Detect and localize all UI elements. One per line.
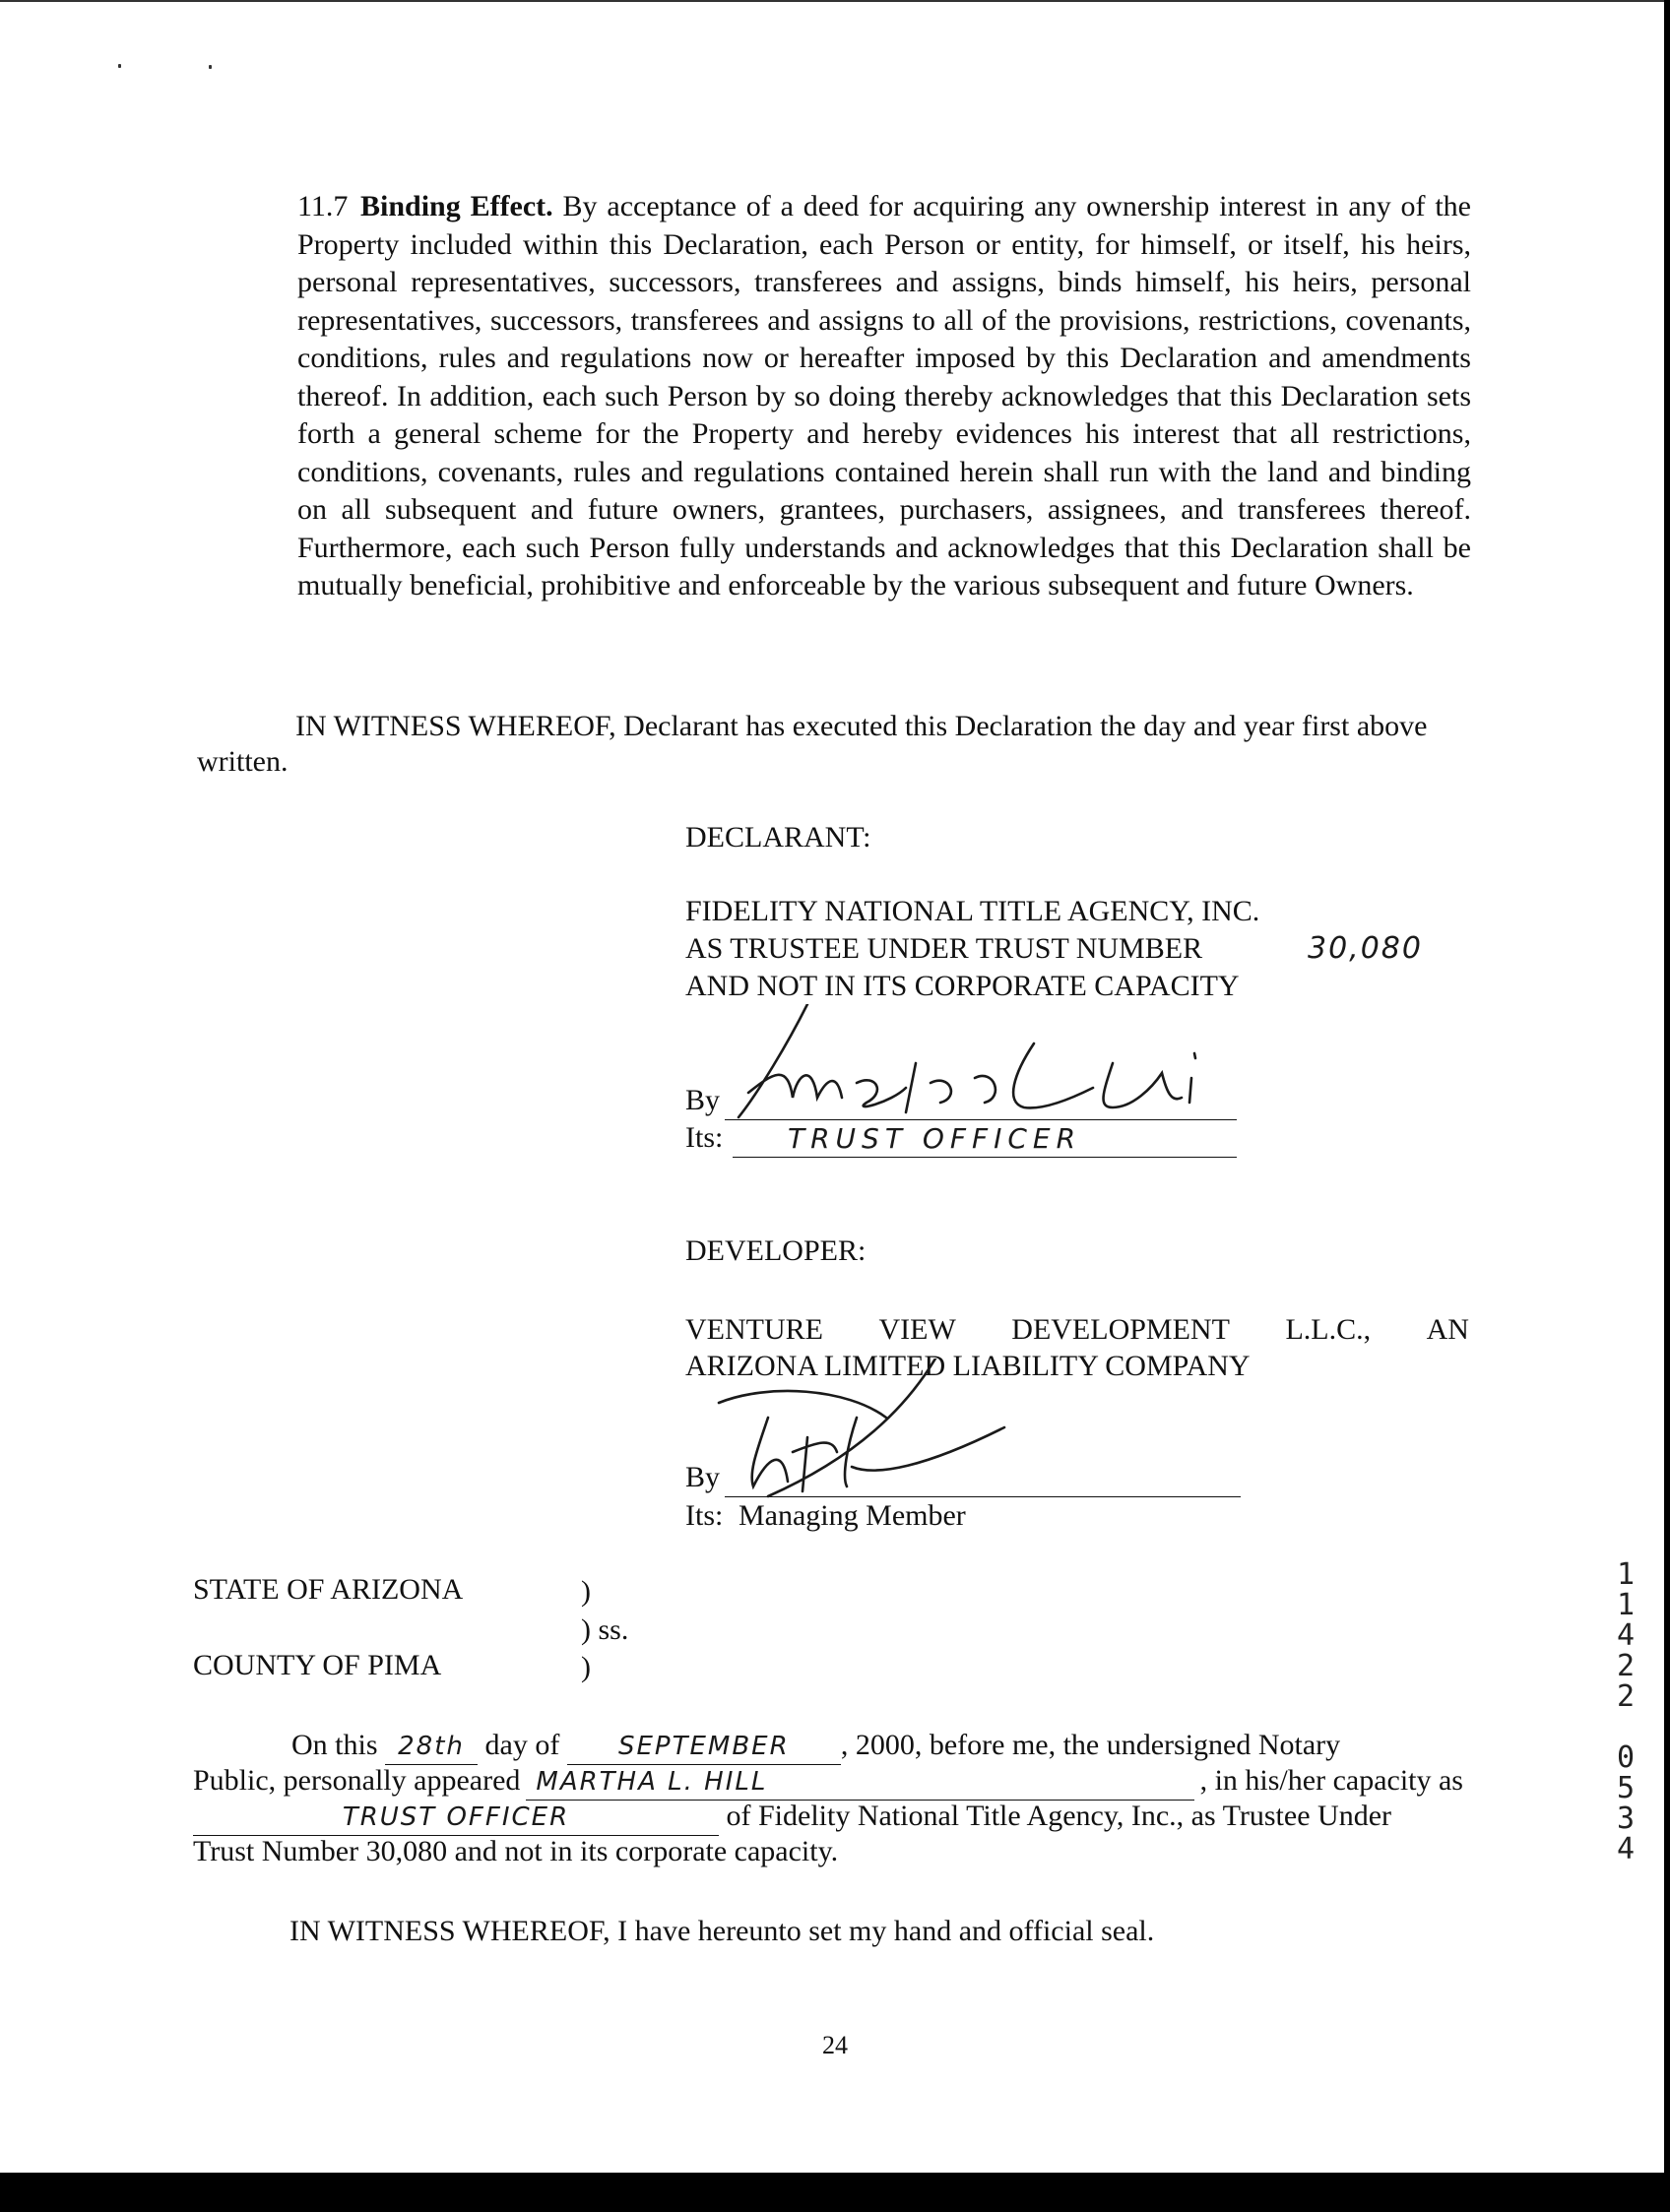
developer-signature — [709, 1359, 1024, 1506]
developer-its-label: Its: — [685, 1499, 724, 1532]
notary-line-1 — [193, 1728, 1463, 1765]
developer-line-1 — [685, 1312, 1469, 1348]
notary-text: Public, personally appeared — [193, 1764, 521, 1797]
developer-word: VIEW — [878, 1313, 956, 1346]
stamp-digit: 4 — [1616, 1832, 1636, 1866]
witness-clause-declarant: IN WITNESS WHEREOF, Declarant has executed this Declaration the day and year first above written. — [197, 710, 1428, 778]
trust-number-handwritten: 30,080 — [1308, 931, 1423, 966]
notary-capacity-handwritten: TRUST OFFICER — [342, 1802, 570, 1832]
developer-line-2: ARIZONA LIMITED LIABILITY COMPANY — [685, 1350, 1251, 1382]
notary-line-3 — [193, 1799, 1463, 1836]
declarant-its-handwritten: TRUST OFFICER — [788, 1122, 1082, 1155]
venue-paren-bottom: ) — [581, 1651, 591, 1683]
notary-day-field — [385, 1728, 478, 1765]
section-heading: Binding Effect. — [360, 190, 553, 222]
declarant-by-label: By — [685, 1084, 721, 1116]
developer-by-label: By — [685, 1461, 721, 1493]
declarant-signature — [719, 1004, 1231, 1132]
venue-ss: ) ss. — [581, 1613, 629, 1646]
declarant-line-3: AND NOT IN ITS CORPORATE CAPACITY — [685, 970, 1240, 1002]
section-body: By acceptance of a deed for acquiring any ownership interest in any of the Property included within this Declaration, each Person or entity, for himself, or itself, his heirs, personal representatives, successors, transferees and assigns, binds himself, his heirs, personal representatives, successors, transferees and assigns to all of the provisions, restrictions, covenants, conditions, rules and regulations now or hereafter imposed by this Declaration and amendments thereof. In addition, each such Person by so doing thereby acknowledges that this Declaration sets forth a general scheme for the Property and hereby evidences his interest that all restrictions, conditions, covenants, rules and regulations contained herein shall run with the land and binding on all subsequent and future owners, grantees, purchasers, assignees, and transferees thereof. Furthermore, each such Person fully understands and acknowledges that this Declaration shall be mutually beneficial, prohibitive and enforceable by the various subsequent and future Owners. — [297, 190, 1471, 601]
notary-line-4: Trust Number 30,080 and not in its corporate capacity. — [193, 1835, 839, 1867]
developer-label: DEVELOPER: — [685, 1234, 867, 1267]
stamp-digit: 1 — [1616, 1557, 1636, 1592]
developer-word: VENTURE — [685, 1313, 823, 1346]
developer-its-value: Managing Member — [739, 1499, 966, 1532]
scan-edge-bottom — [0, 2173, 1670, 2212]
notary-text: of Fidelity National Title Agency, Inc., as Trustee Under — [726, 1800, 1391, 1832]
scan-edge-top — [0, 0, 1670, 2]
developer-word: AN — [1426, 1313, 1469, 1346]
venue-state: STATE OF ARIZONA — [193, 1573, 464, 1606]
section-number: 11.7 — [297, 190, 349, 222]
page-number: 24 — [822, 2031, 848, 2059]
notary-text: day of — [484, 1729, 560, 1761]
scan-speck — [118, 64, 121, 68]
declarant-its-label: Its: — [685, 1121, 724, 1154]
notary-name-field — [526, 1763, 1193, 1801]
stamp-digit: 4 — [1616, 1618, 1636, 1653]
notary-month-handwritten: SEPTEMBER — [617, 1732, 790, 1761]
notary-month-field — [567, 1728, 841, 1765]
stamp-digit: 2 — [1616, 1649, 1636, 1683]
stamp-digit: 0 — [1616, 1740, 1636, 1775]
stamp-gap — [1611, 1712, 1640, 1742]
stamp-digit: 1 — [1616, 1588, 1636, 1622]
notary-text: , 2000, before me, the undersigned Notary — [840, 1729, 1341, 1761]
declarant-line-1: FIDELITY NATIONAL TITLE AGENCY, INC. — [685, 895, 1260, 927]
notary-name-handwritten: MARTHA L. HILL — [536, 1767, 768, 1797]
notary-text: , in his/her capacity as — [1199, 1764, 1463, 1797]
developer-word: L.L.C., — [1285, 1313, 1372, 1346]
declarant-its-line — [733, 1157, 1237, 1158]
notary-day-handwritten: 28th — [398, 1732, 465, 1761]
witness-clause-notary: IN WITNESS WHEREOF, I have hereunto set my hand and official seal. — [289, 1915, 1155, 1947]
stamp-digit: 3 — [1616, 1801, 1636, 1836]
notary-line-2 — [193, 1763, 1463, 1801]
notary-text: On this — [291, 1729, 378, 1761]
stamp-digit: 5 — [1616, 1771, 1636, 1805]
section-11-7-paragraph — [297, 188, 1471, 605]
recording-stamp — [1611, 1559, 1640, 1864]
venue-paren-top: ) — [581, 1575, 591, 1608]
declarant-label: DECLARANT: — [685, 821, 871, 853]
notary-capacity-field — [193, 1799, 719, 1836]
stamp-digit: 2 — [1616, 1679, 1636, 1714]
scan-speck — [209, 65, 212, 69]
developer-word: DEVELOPMENT — [1011, 1313, 1230, 1346]
scan-edge-right — [1664, 0, 1670, 2212]
venue-county: COUNTY OF PIMA — [193, 1649, 442, 1681]
declarant-line-2: AS TRUSTEE UNDER TRUST NUMBER — [685, 932, 1203, 965]
